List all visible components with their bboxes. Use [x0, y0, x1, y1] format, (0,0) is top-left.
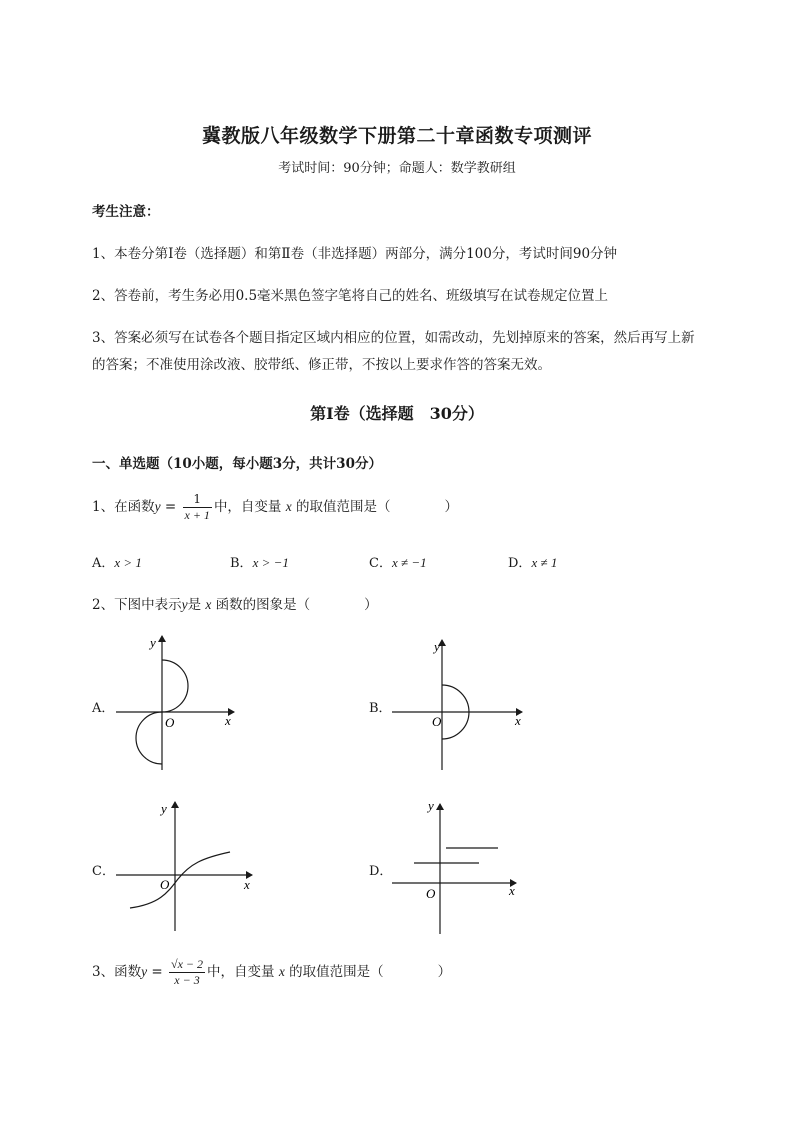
option-expr: x > 1 [114, 555, 142, 570]
q2-graph-a[interactable] [110, 630, 240, 775]
x-axis-label: x [515, 713, 521, 728]
option-label: B． [230, 556, 253, 571]
q3-suffix-a: 中，自变量 [207, 964, 279, 980]
option-label: D． [508, 556, 532, 571]
y-axis-label: y [434, 639, 440, 654]
x-axis-label: x [509, 883, 515, 898]
q3-numerator: √x − 2 [171, 957, 204, 971]
q1-numerator: 1 [183, 492, 212, 508]
q2-graph-c[interactable] [110, 796, 260, 936]
question-1 [92, 492, 458, 523]
page-title: 冀教版八年级数学下册第二十章函数专项测评 [201, 125, 592, 147]
q1-prefix: 1、在函数 [92, 499, 155, 515]
q2-mid: 是 [187, 597, 206, 613]
q3-var: y [141, 964, 148, 979]
q1-option-a[interactable] [92, 552, 142, 571]
q1-var: y [154, 499, 161, 514]
question-3 [92, 957, 451, 988]
x-axis-label: x [225, 713, 231, 728]
q1-denominator: x + 1 [184, 508, 210, 522]
lower-semicircle-curve [136, 712, 162, 764]
q3-eq: = [147, 964, 167, 980]
origin-label: O [160, 877, 170, 892]
s-curve [130, 852, 230, 908]
notice-item: 1、本卷分第I卷（选择题）和第Ⅱ卷（非选择题）两部分，满分100分，考试时间90分钟 [92, 246, 618, 262]
notice-item: 3、答案必须写在试卷各个题目指定区域内相应的位置，如需改动，先划掉原来的答案，然后再写上新 [92, 330, 695, 346]
exam-info: 考试时间：90分钟；命题人：数学教研组 [278, 161, 516, 176]
q1-xvar: x [285, 499, 292, 514]
q3-fraction [169, 957, 205, 988]
q2-graph-b[interactable] [388, 634, 528, 774]
part-title: 一、单选题（10小题，每小题3分，共计30分） [92, 456, 382, 472]
y-axis-label: y [428, 798, 434, 813]
y-axis-label: y [150, 635, 156, 650]
q2-yvar: y [181, 597, 188, 612]
option-label: C． [369, 556, 392, 571]
x-axis-label: x [244, 877, 250, 892]
q2-option-b-label[interactable]: B． [369, 701, 392, 716]
origin-label: O [432, 714, 442, 729]
q2-option-c-label[interactable]: C． [92, 864, 115, 879]
question-2 [92, 593, 378, 613]
notice-title: 考生注意： [92, 204, 160, 220]
q2-option-a-label[interactable]: A． [92, 701, 115, 716]
q2-option-d-label[interactable]: D． [369, 864, 393, 879]
q3-prefix: 3、函数 [92, 964, 142, 980]
q1-option-b[interactable] [230, 552, 289, 571]
q1-option-c[interactable] [369, 552, 427, 571]
q1-eq: = [160, 499, 181, 515]
notice-item: 的答案；不准使用涂改液、胶带纸、修正带，不按以上要求作答的答案无效。 [92, 357, 551, 373]
q3-denominator: x − 3 [174, 973, 200, 987]
q2-suffix: 函数的图象是（ ） [211, 597, 378, 613]
option-expr: x > −1 [252, 555, 289, 570]
q2-graph-d[interactable] [388, 796, 528, 938]
q3-xvar: x [278, 964, 285, 979]
origin-label: O [165, 715, 175, 730]
origin-label: O [426, 886, 436, 901]
q1-suffix-a: 中，自变量 [213, 499, 286, 515]
y-axis-label: y [161, 801, 167, 816]
option-expr: x ≠ 1 [531, 555, 558, 570]
q3-suffix-b: 的取值范围是（ ） [284, 964, 452, 980]
option-expr: x ≠ −1 [391, 555, 427, 570]
section-title: 第I卷（选择题 30分） [310, 404, 484, 423]
q1-option-d[interactable] [508, 552, 557, 571]
notice-item: 2、答卷前，考生务必用0.5毫米黑色签字笔将自己的姓名、班级填写在试卷规定位置上 [92, 288, 609, 304]
q1-suffix-b: 的取值范围是（ ） [291, 499, 459, 515]
q2-prefix: 2、下图中表示 [92, 597, 182, 613]
upper-semicircle-curve [162, 660, 188, 712]
option-label: A． [92, 556, 115, 571]
q2-xvar: x [205, 597, 212, 612]
q1-fraction [183, 492, 212, 523]
